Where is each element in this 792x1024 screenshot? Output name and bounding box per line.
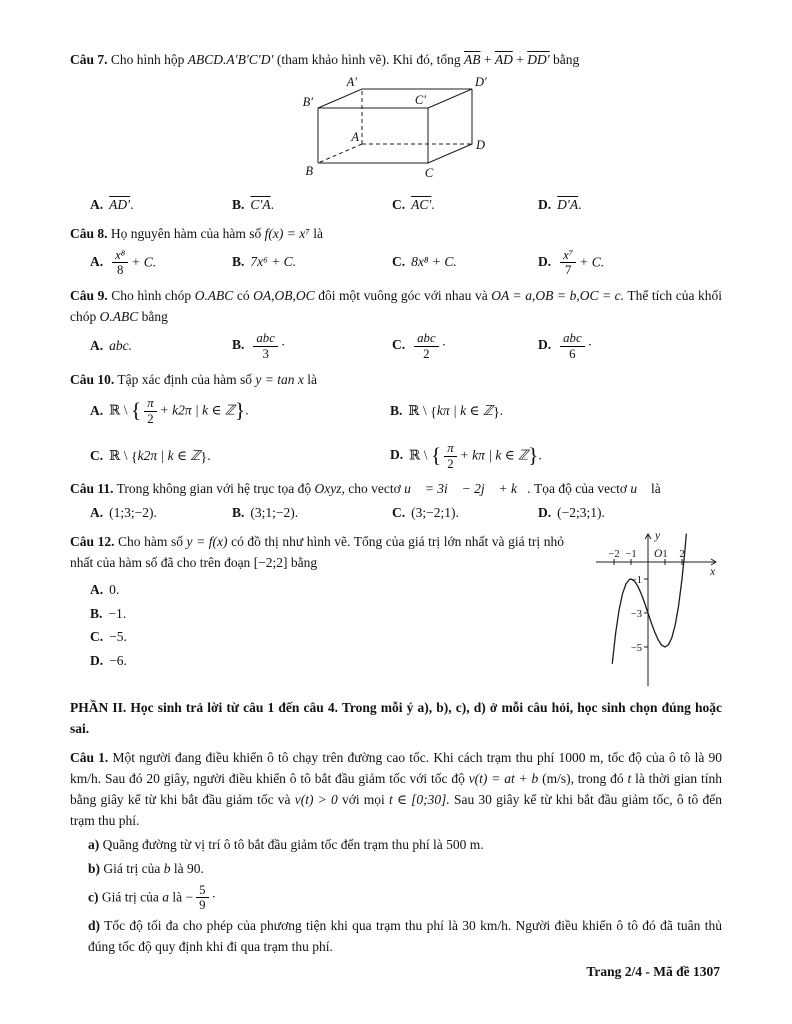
- text-segment: Sau 30 giây kể từ khi bắt đầu giảm tốc, ô tô đến trạm thu phí.: [70, 791, 723, 828]
- option-key: A.: [90, 402, 104, 418]
- fraction: $\frac{\pi}{2}$: [144, 396, 156, 427]
- q7-option-b: [232, 195, 392, 216]
- y-tick-minus5: −5: [630, 643, 642, 655]
- set-symbol: ℝ \: [109, 402, 131, 418]
- q11-options: [70, 503, 722, 524]
- text-segment: Tập xác định của hàm số: [114, 371, 256, 387]
- fraction: $\frac{\text{abc}}{6}$: [560, 331, 585, 362]
- y-axis-label: y: [655, 530, 661, 543]
- period: .: [245, 402, 249, 418]
- vertex-label-A-prime: A′: [346, 74, 357, 89]
- plus-sign: +: [480, 52, 495, 67]
- item-text: Tốc độ tối đa cho phép của phương tiện khi qua trạm thu phí là 30 km/h. Người điều khiển ô tô đó đã tuân thủ đúng tốc độ quy định khi đi qua trạm thu phí.: [88, 918, 722, 955]
- option-key: B.: [232, 505, 245, 521]
- q10-option-d: [390, 441, 722, 472]
- q12-options: [70, 578, 564, 673]
- fraction: $\frac{\text{abc}}{2}$: [414, 331, 439, 362]
- math-segment: k2π | k ∈ ℤ: [137, 447, 201, 463]
- math-segment: + C.: [579, 254, 605, 270]
- option-key: A.: [90, 582, 104, 598]
- q11-option-a: [90, 503, 232, 524]
- vertex-label-A: A: [351, 129, 359, 144]
- math-segment: a: [162, 889, 169, 905]
- math-segment: v(t) = at + b: [468, 771, 539, 787]
- fraction: $\frac{\pi}{2}$: [444, 441, 456, 472]
- fraction: $\frac{5}{9}$: [196, 883, 208, 914]
- period: .: [578, 196, 582, 212]
- set-symbol: ℝ \: [408, 403, 431, 419]
- q8-options: [70, 248, 722, 279]
- question-10-title: [70, 370, 722, 391]
- text-segment: Cho hình hộp: [107, 52, 188, 67]
- q9-option-a: [90, 336, 232, 357]
- option-key: A.: [90, 337, 104, 353]
- option-key: D.: [390, 447, 404, 463]
- option-key: C.: [90, 447, 104, 463]
- option-key: C.: [392, 196, 406, 212]
- vertex-label-C-prime: C′: [414, 92, 426, 107]
- math-segment: 7x⁶ + C.: [250, 254, 297, 270]
- math-segment: f(x) = x⁷: [264, 225, 310, 241]
- answer-value: −5.: [109, 629, 127, 645]
- dot: ·: [441, 337, 447, 353]
- text-segment: bằng: [138, 309, 168, 325]
- question-label: Câu 11.: [70, 481, 114, 497]
- item-text: Quãng đường từ vị trí ô tô bắt đầu giảm tốc đến trạm thu phí là 500 m.: [99, 836, 484, 852]
- question-10: [70, 370, 722, 472]
- q10-option-c: [90, 446, 390, 467]
- q10-options: [70, 396, 722, 471]
- question-12: [70, 532, 722, 688]
- q9-option-d: [538, 331, 722, 362]
- option-key: B.: [232, 254, 245, 270]
- period: .: [207, 447, 211, 463]
- q12-option-b: [90, 602, 564, 626]
- math-segment: + C.: [131, 254, 157, 270]
- y-tick-minus1: −1: [630, 575, 642, 587]
- close-brace: }: [234, 398, 246, 423]
- fraction: $\frac{\text{abc}}{3}$: [253, 331, 278, 362]
- math-segment: v(t) > 0: [294, 791, 338, 807]
- question-7-title: [70, 50, 722, 71]
- q7-options: [70, 195, 722, 216]
- text-segment: Cho hình chóp: [107, 288, 195, 304]
- dot: ·: [587, 337, 593, 353]
- part2-q1-item-b: [70, 859, 722, 880]
- part-2-text: Học sinh trả lời từ câu 1 đến câu 4. Trong mỗi ý a), b), c), d) ở mỗi câu hỏi, học sinh chọn đúng hoặc sai.: [70, 700, 722, 737]
- open-brace: {: [430, 404, 437, 421]
- math-segment: O.ABC: [99, 309, 139, 325]
- coordinate-answer: (3;1;−2).: [250, 505, 299, 521]
- x-tick-1: 1: [662, 549, 668, 561]
- math-segment: O.ABC: [194, 288, 234, 304]
- option-key: B.: [390, 403, 403, 419]
- set-symbol: ℝ \: [109, 447, 131, 463]
- dot: ·: [211, 889, 216, 905]
- text-segment: có: [233, 288, 254, 304]
- page-footer: [0, 962, 792, 983]
- option-key: B.: [90, 605, 103, 621]
- box-vertex-labels: [303, 75, 487, 180]
- text-segment: bằng: [287, 555, 318, 571]
- text-segment: (m/s), trong đó: [538, 771, 628, 787]
- math-segment: + kπ | k ∈ ℤ: [459, 447, 529, 463]
- vector-equation: u⃗ = 3i⃗ − 2j⃗ + k⃗.: [404, 481, 531, 497]
- question-9: [70, 286, 722, 361]
- option-key: C.: [392, 254, 406, 270]
- vector-AD: $\overline{AD}$: [494, 52, 513, 67]
- x-axis-label: x: [710, 566, 716, 579]
- text-segment: Cho hàm số: [114, 534, 187, 550]
- vertex-label-C: C: [424, 165, 434, 180]
- text-segment: cho vectơ: [344, 481, 405, 497]
- q8-option-a: [90, 248, 232, 279]
- question-11-title: [70, 479, 722, 500]
- text-segment: có đồ thị như hình vẽ. Tổng của giá trị lớn nhất và giá trị nhỏ nhất của hàm số đã cho trên đoạn: [70, 534, 564, 571]
- text-segment: Họ nguyên hàm của hàm số: [107, 225, 265, 241]
- math-segment: [−2;2]: [253, 555, 288, 571]
- function-curve: [612, 534, 686, 663]
- q11-option-c: [392, 503, 538, 524]
- item-text: Giá trị của: [98, 889, 163, 905]
- coordinate-answer: (1;3;−2).: [109, 505, 157, 521]
- vertex-label-B: B: [305, 163, 313, 178]
- option-key: D.: [90, 653, 104, 669]
- vector-answer: D′A: [557, 196, 579, 212]
- option-key: A.: [90, 254, 104, 270]
- q10-option-a: [90, 396, 390, 427]
- fraction: $\frac{\text{x⁷}}{7}$: [560, 248, 576, 279]
- text-segment: Tọa độ của vectơ: [530, 481, 631, 497]
- question-label: Câu 9.: [70, 288, 108, 304]
- vector-answer: AC′: [411, 196, 432, 212]
- math-segment: OA = a,OB = b,OC = c.: [491, 288, 625, 304]
- question-label: Câu 1.: [70, 750, 109, 766]
- q11-option-b: [232, 503, 392, 524]
- item-key: d): [88, 918, 101, 934]
- math-segment: b: [163, 860, 171, 876]
- vector-answer: C′A: [250, 196, 271, 212]
- q10-option-b: [390, 401, 722, 422]
- open-brace: {: [130, 398, 142, 423]
- origin-label: O: [654, 548, 663, 561]
- text-segment: Thể tích của khối chóp: [70, 288, 722, 325]
- question-label: Câu 12.: [70, 534, 115, 550]
- question-12-body: [70, 532, 564, 688]
- question-8: [70, 224, 722, 278]
- box-figure-wrap: [70, 75, 722, 192]
- text-segment: Một người đang điều khiển ô tô chạy trên đường cao tốc. Khi cách trạm thu phí 1000 m, tốc độ của ô tô là 90 km/h. Sau đó 20 giây, người điều khiển ô tô bắt đầu giảm tốc với tốc độ: [70, 750, 722, 787]
- q8-option-d: [538, 248, 722, 279]
- period: .: [431, 196, 435, 212]
- item-key: a): [88, 836, 100, 852]
- text-segment: với mọi: [337, 791, 389, 807]
- vertex-label-B-prime: B′: [302, 94, 313, 109]
- part2-q1-item-d: [70, 916, 722, 958]
- option-key: B.: [232, 196, 245, 212]
- period: .: [270, 196, 274, 212]
- text-segment: là thời gian tính bằng giây kể từ khi bắt đầu giảm tốc và: [70, 771, 722, 807]
- question-7: [70, 50, 722, 216]
- option-key: A.: [90, 196, 104, 212]
- part2-question-1: [70, 748, 722, 958]
- text-segment: (tham khảo hình vẽ). Khi đó, tổng: [273, 52, 464, 67]
- q7-option-d: [538, 195, 722, 216]
- q7-option-a: [90, 195, 232, 216]
- option-key: C.: [392, 505, 406, 521]
- question-9-title: [70, 286, 722, 328]
- item-key: c): [88, 889, 99, 905]
- math-segment: + k2π | k ∈ ℤ: [159, 402, 235, 418]
- graph-labels: [608, 530, 716, 654]
- open-brace: {: [430, 442, 442, 467]
- answer-value: −1.: [108, 605, 127, 621]
- option-key: D.: [538, 337, 552, 353]
- math-segment: kπ | k ∈ ℤ: [436, 403, 493, 419]
- q7-option-c: [392, 195, 538, 216]
- text-segment: Trong không gian với hệ trục tọa độ: [113, 481, 315, 497]
- page-number: Trang 2/4 - Mã đề 1307: [586, 964, 720, 979]
- option-key: A.: [90, 505, 104, 521]
- q9-options: [70, 331, 722, 362]
- y-tick-minus3: −3: [630, 609, 642, 621]
- q8-option-b: [232, 252, 392, 273]
- q12-option-d: [90, 649, 564, 673]
- coordinate-answer: (3;−2;1).: [411, 505, 459, 521]
- x-tick-minus1: −1: [625, 549, 637, 561]
- vector-DDp: DD′: [527, 52, 550, 67]
- math-segment: y = tan x: [255, 371, 304, 387]
- option-key: C.: [392, 337, 406, 353]
- part2-q1-item-c: [70, 883, 722, 914]
- q8-option-c: [392, 252, 538, 273]
- period: .: [499, 403, 504, 419]
- item-text: là 90.: [170, 860, 204, 876]
- part-2-label: PHẦN II.: [70, 700, 127, 716]
- question-label: Câu 10.: [70, 371, 115, 387]
- math-segment: OA,OB,OC: [253, 288, 315, 304]
- vector-answer: AD′: [109, 196, 131, 212]
- q12-option-a: [90, 578, 564, 602]
- vertex-label-D-prime: D′: [475, 74, 487, 89]
- q9-option-c: [392, 331, 538, 362]
- coordinate-answer: (−2;3;1).: [557, 505, 605, 521]
- text-segment: là: [303, 371, 317, 387]
- answer-value: 0.: [109, 582, 120, 598]
- x-tick-minus2: −2: [608, 549, 620, 561]
- item-key: b): [88, 860, 101, 876]
- x-tick-2: 2: [679, 549, 685, 561]
- question-12-title: [70, 532, 564, 574]
- math-segment: abc.: [109, 337, 132, 353]
- box-solid-edges: [318, 89, 472, 163]
- box-hidden-edges: [318, 89, 472, 163]
- q12-option-c: [90, 625, 564, 649]
- vector-AB: $\overline{AB}$: [463, 52, 481, 67]
- question-8-title: [70, 224, 722, 245]
- math-segment: y = f(x): [186, 534, 228, 550]
- function-graph-figure: [570, 528, 722, 688]
- q9-option-b: [232, 331, 392, 362]
- answer-value: −6.: [109, 653, 127, 669]
- text-segment: là: [647, 481, 661, 497]
- vector-u: u⃗: [630, 481, 648, 497]
- text-segment: đôi một vuông góc với nhau và: [314, 288, 492, 304]
- option-key: D.: [538, 196, 552, 212]
- parallelepiped-figure: [276, 75, 516, 185]
- part2-q1-item-a: [70, 835, 722, 856]
- part-2-heading: [70, 698, 722, 740]
- math-segment: t ∈ [0;30].: [389, 791, 450, 807]
- plus-sign: +: [512, 52, 528, 67]
- close-brace: }: [528, 442, 539, 467]
- math-segment: 8x⁸ + C.: [411, 254, 457, 270]
- option-key: D.: [538, 505, 552, 521]
- dot: ·: [280, 337, 286, 353]
- math-segment: Oxyz,: [314, 481, 345, 497]
- option-key: C.: [90, 629, 104, 645]
- question-label: Câu 7.: [70, 52, 108, 67]
- part2-q1-body: [70, 748, 722, 832]
- set-symbol: ℝ \: [409, 447, 431, 463]
- text-segment: là: [309, 225, 324, 241]
- option-key: B.: [232, 337, 245, 353]
- item-text: là −: [168, 889, 194, 905]
- close-brace: }: [200, 449, 208, 466]
- question-label: Câu 8.: [70, 225, 108, 241]
- period: .: [538, 447, 542, 463]
- fraction: $\frac{\text{x⁸}}{8}$: [112, 248, 128, 279]
- open-brace: {: [130, 449, 138, 466]
- question-11: [70, 479, 722, 524]
- math-segment: t: [627, 771, 632, 787]
- q11-option-d: [538, 503, 722, 524]
- close-brace: }: [492, 404, 500, 421]
- option-key: D.: [538, 254, 552, 270]
- text-segment: bằng: [549, 52, 580, 67]
- math-segment: ABCD.A′B′C′D′: [187, 52, 274, 67]
- item-text: Giá trị của: [100, 860, 164, 876]
- vertex-label-D: D: [476, 137, 486, 152]
- period: .: [130, 196, 134, 212]
